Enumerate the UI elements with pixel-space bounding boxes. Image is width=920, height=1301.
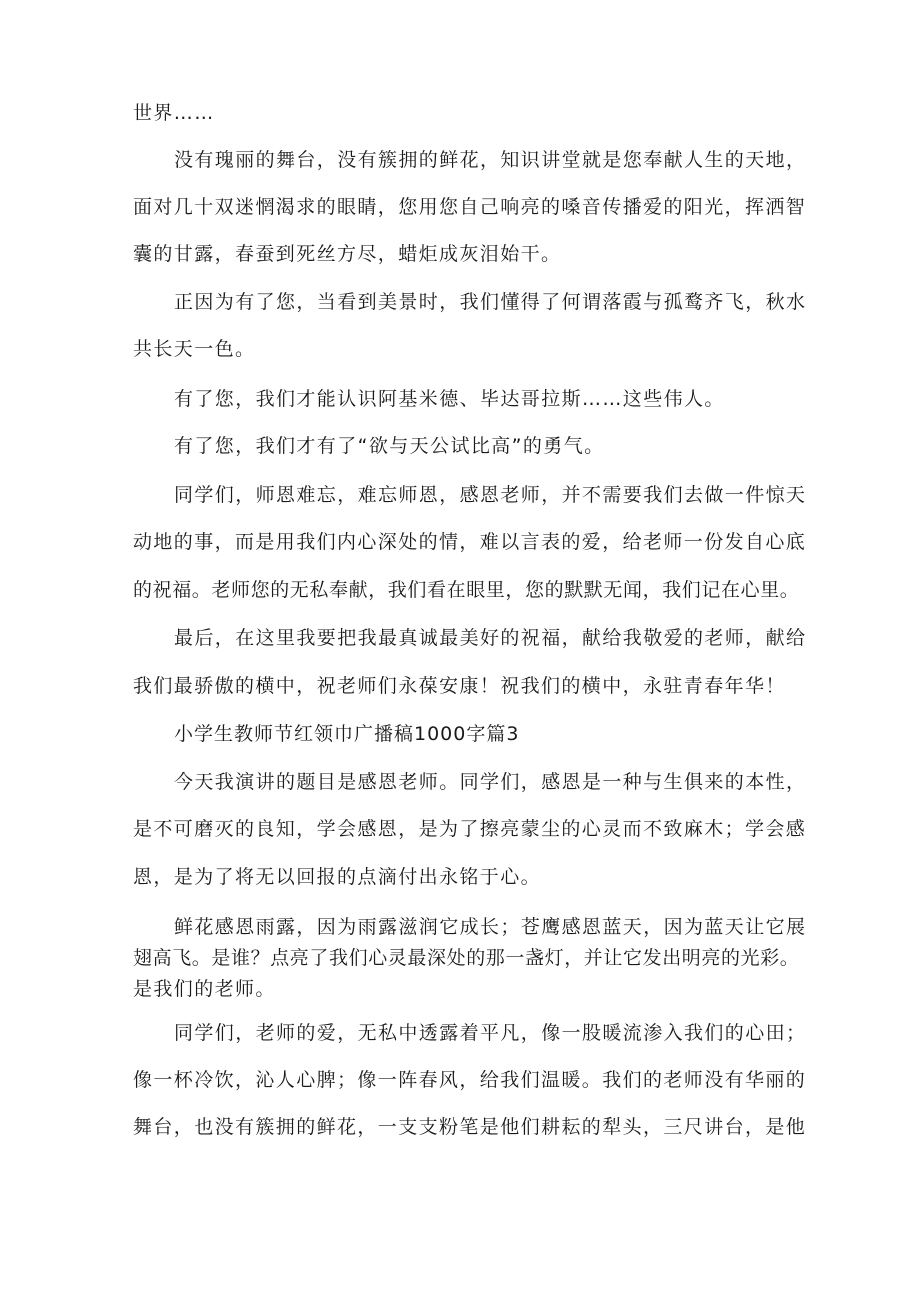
- text-line: 是我们的老师。: [133, 978, 276, 1000]
- text-line: 恩，是为了将无以回报的点滴付出永铭于心。: [133, 866, 542, 888]
- text-line: 共长天一色。: [133, 338, 256, 360]
- text-line: 今天我演讲的题目是感恩老师。同学们，感恩是一种与生俱来的本性，: [174, 771, 807, 793]
- text-line: 世界……: [133, 102, 215, 124]
- text-line: 囊的甘露，春蚕到死丝方尽，蜡炬成灰泪始干。: [133, 243, 562, 265]
- text-line: 翅高飞。是谁？点亮了我们心灵最深处的那一盏灯，并让它发出明亮的光彩。: [133, 947, 800, 969]
- text-line: 鲜花感恩雨露，因为雨露滋润它成长；苍鹰感恩蓝天，因为蓝天让它展: [174, 916, 807, 938]
- text-line: 有了您，我们才能认识阿基米德、毕达哥拉斯……这些伟人。: [174, 388, 725, 410]
- text-line: 面对几十双迷惘渴求的眼睛，您用您自己响亮的嗓音传播爱的阳光，挥洒智: [133, 196, 807, 218]
- text-line: 动地的事，而是用我们内心深处的情，难以言表的爱，给老师一份发自心底: [133, 531, 807, 553]
- text-line: 有了您，我们才有了“欲与天公试比高”的勇气。: [174, 435, 605, 457]
- text-line: 像一杯冷饮，沁人心脾；像一阵春风，给我们温暖。我们的老师没有华丽的: [133, 1069, 807, 1091]
- text-line: 我们最骄傲的横中，祝老师们永葆安康！祝我们的横中，永驻青春年华！: [133, 675, 786, 697]
- text-line: 没有瑰丽的舞台，没有簇拥的鲜花，知识讲堂就是您奉献人生的天地，: [174, 149, 807, 171]
- section-heading: 小学生教师节红领巾广播稿1000字篇3: [174, 723, 520, 745]
- text-line: 同学们，师恩难忘，难忘师恩，感恩老师，并不需要我们去做一件惊天: [174, 484, 807, 506]
- text-line: 是不可磨灭的良知，学会感恩，是为了擦亮蒙尘的心灵而不致麻木；学会感: [133, 818, 807, 840]
- text-line: 的祝福。老师您的无私奉献，我们看在眼里，您的默默无闻，我们记在心里。: [133, 579, 800, 601]
- text-line: 最后，在这里我要把我最真诚最美好的祝福，献给我敬爱的老师，献给: [174, 627, 807, 649]
- text-line: 正因为有了您，当看到美景时，我们懂得了何谓落霞与孤鹜齐飞，秋水: [174, 291, 807, 313]
- text-line: 同学们，老师的爱，无私中透露着平凡，像一股暖流渗入我们的心田；: [174, 1022, 807, 1044]
- text-line: 舞台，也没有簇拥的鲜花，一支支粉笔是他们耕耘的犁头，三尺讲台，是他: [133, 1116, 807, 1138]
